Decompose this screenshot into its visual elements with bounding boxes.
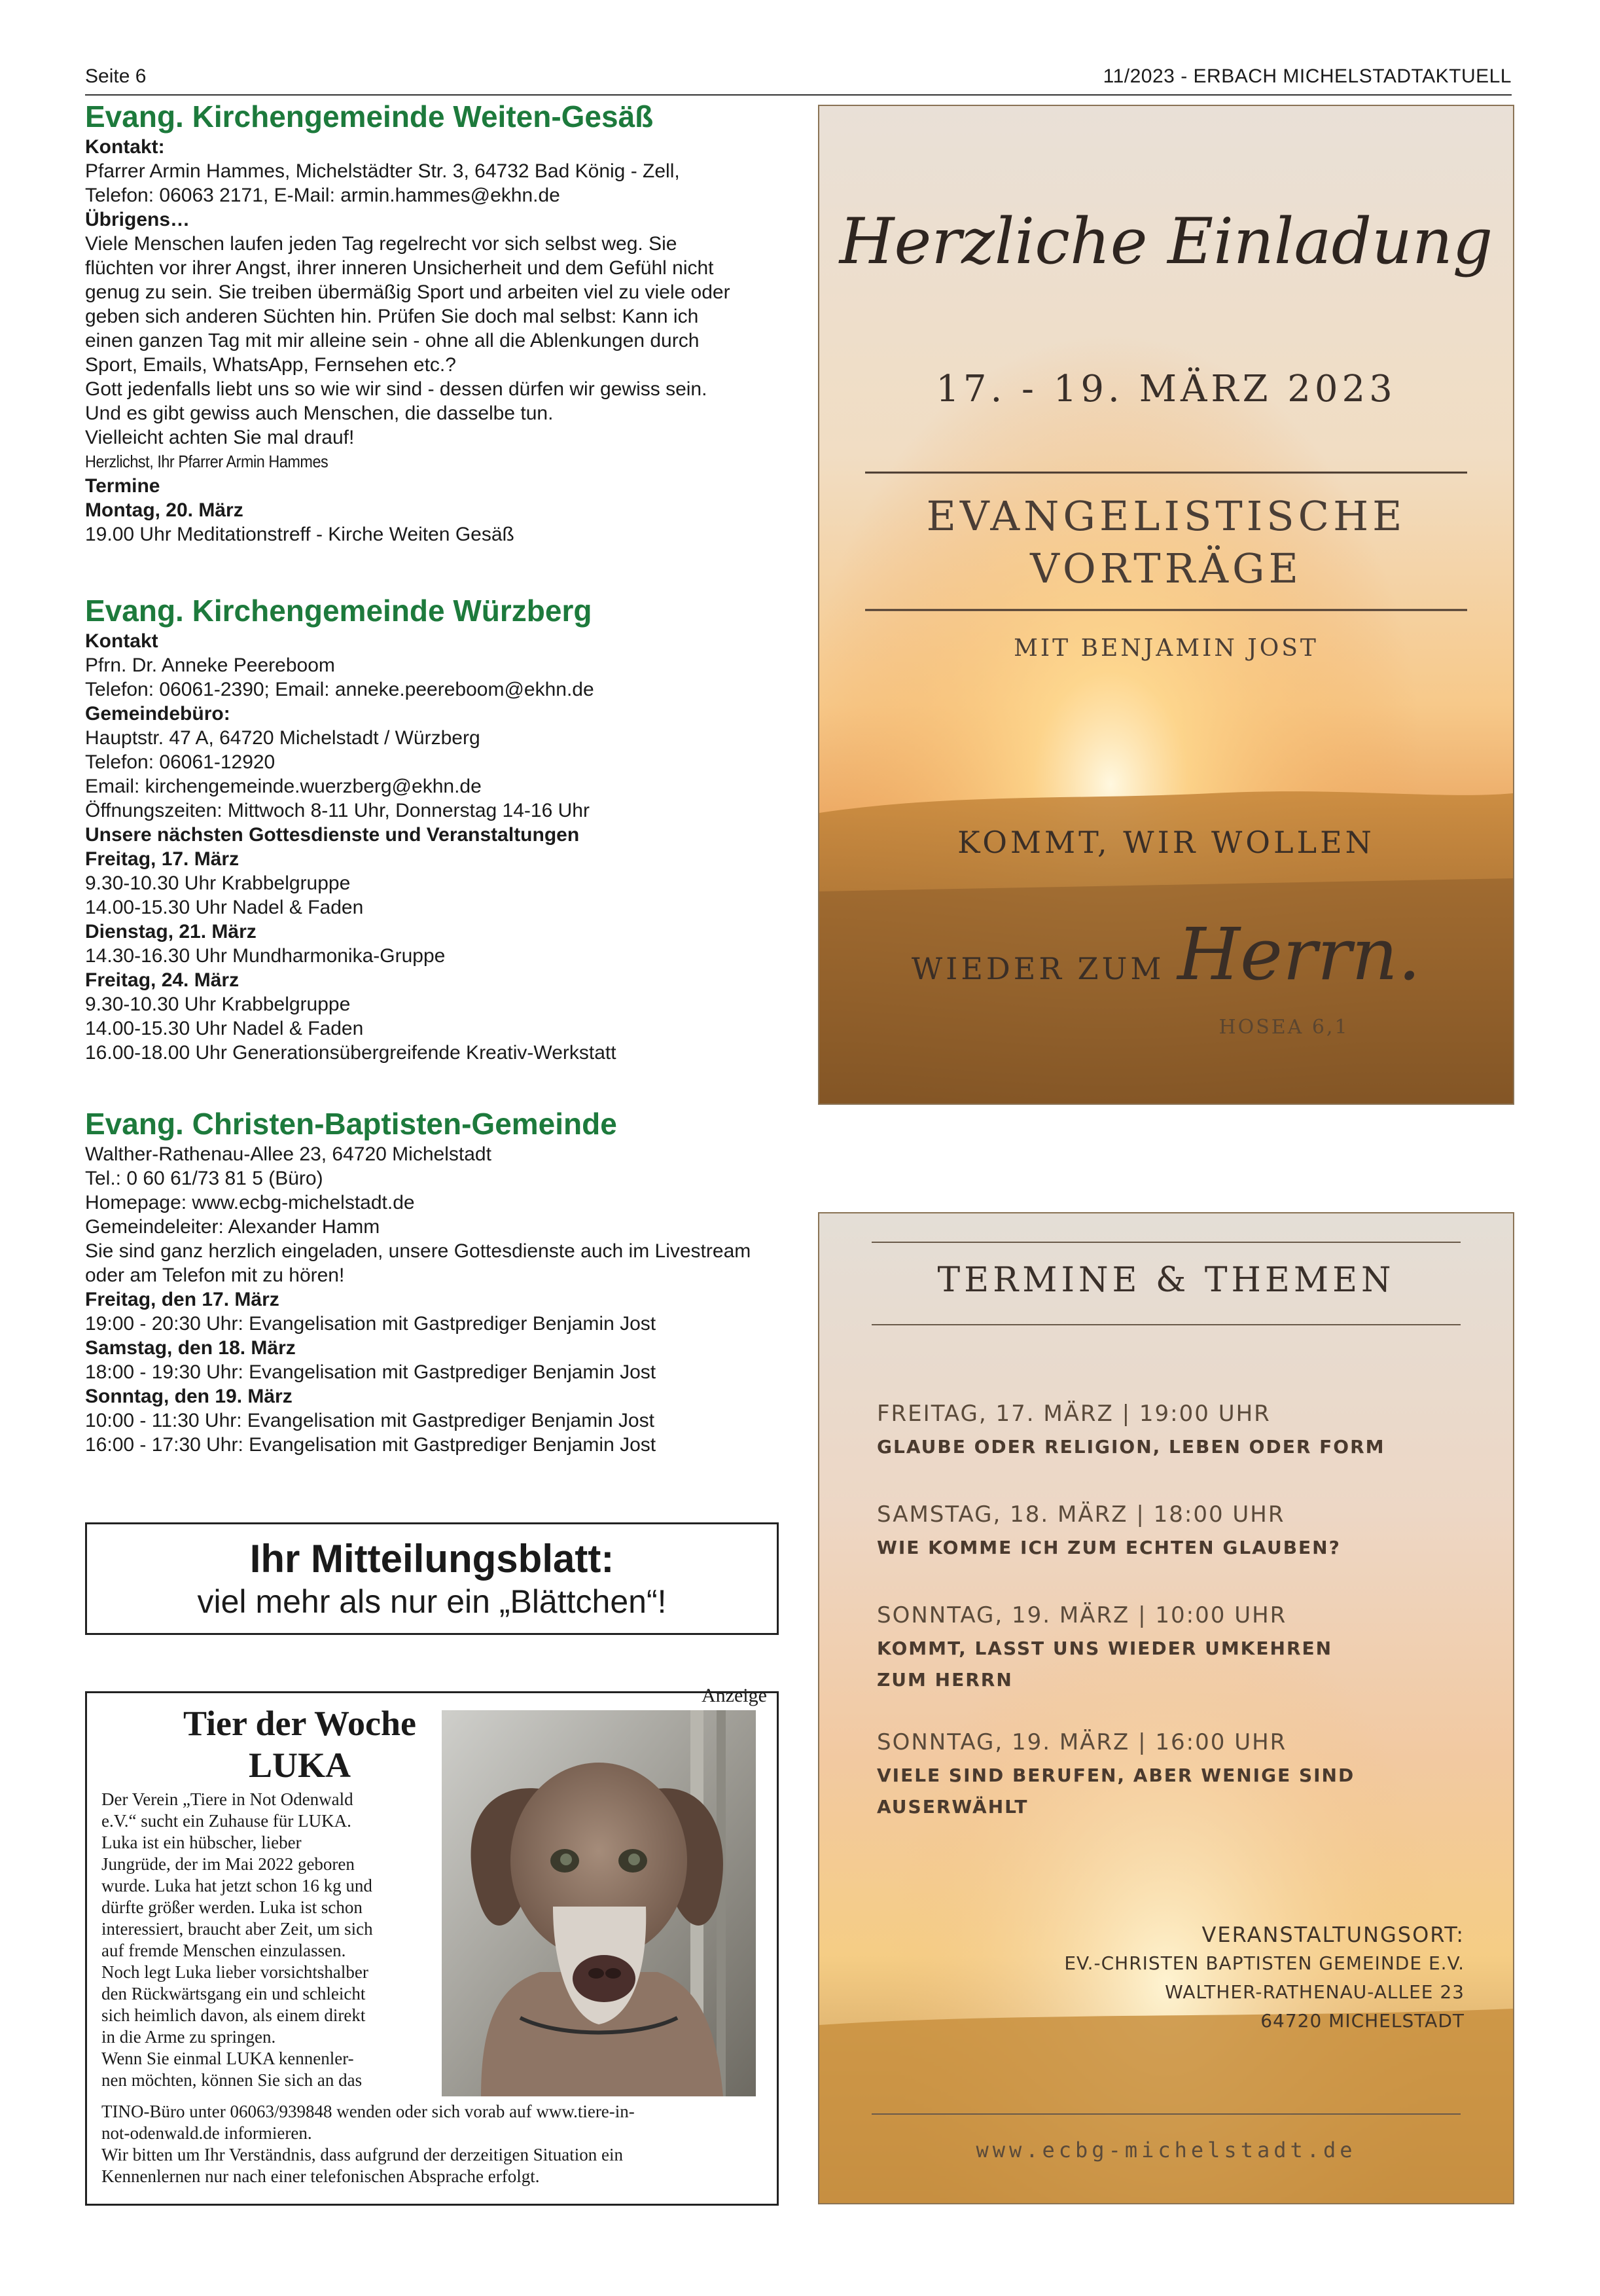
- baptisten-date: Freitag, den 17. März: [85, 1289, 279, 1310]
- weiten-event: 19.00 Uhr Meditationstreff - Kirche Weiten Gesäß: [85, 524, 514, 545]
- wuerzberg-oeffnung: Öffnungszeiten: Mittwoch 8-11 Uhr, Donnerstag 14-16 Uhr: [85, 800, 590, 821]
- baptisten-leiter: Gemeindeleiter: Alexander Hamm: [85, 1216, 380, 1238]
- weiten-text-line: einen ganzen Tag mit mir alleine sein - ohne all die Ablenkungen durch: [85, 330, 700, 351]
- wuerzberg-addr: Hauptstr. 47 A, 64720 Michelstadt / Würzberg: [85, 727, 480, 749]
- tier-tail-line: not-odenwald.de informieren.: [101, 2123, 312, 2143]
- weiten-kontakt-label: Kontakt:: [85, 136, 165, 158]
- weiten-date: Montag, 20. März: [85, 499, 243, 521]
- venue-label: VERANSTALTUNGSORT:: [1201, 1922, 1465, 1947]
- wuerzberg-date: Freitag, 17. März: [85, 848, 240, 870]
- weiten-text-line: Viele Menschen laufen jeden Tag regelrecht vor sich selbst weg. Sie: [85, 233, 677, 255]
- tier-der-woche-box: [85, 1691, 779, 2206]
- event-topic: ZUM HERRN: [877, 1669, 1013, 1691]
- tier-text-line: den Rückwärtsgang ein und schleicht: [101, 1984, 366, 2003]
- poster-title-2: VORTRÄGE: [1030, 545, 1302, 592]
- wuerzberg-event: 9.30-10.30 Uhr Krabbelgruppe: [85, 994, 351, 1015]
- tier-name: LUKA: [248, 1746, 351, 1785]
- wuerzberg-next-label: Unsere nächsten Gottesdienste und Veranstaltungen: [85, 824, 580, 846]
- weiten-text-line: Und es gibt gewiss auch Menschen, die dasselbe tun.: [85, 403, 554, 424]
- event-topic: KOMMT, LASST UNS WIEDER UMKEHREN: [877, 1638, 1333, 1659]
- event-poster: [818, 105, 1514, 1105]
- baptisten-event: 19:00 - 20:30 Uhr: Evangelisation mit Gastprediger Benjamin Jost: [85, 1313, 656, 1335]
- tier-tail-line: Wir bitten um Ihr Verständnis, dass aufgrund der derzeitigen Situation ein: [101, 2145, 623, 2164]
- weiten-title: Evang. Kirchengemeinde Weiten-Gesäß: [85, 99, 654, 134]
- baptisten-addr: Walther-Rathenau-Allee 23, 64720 Michelstadt: [85, 1143, 491, 1165]
- weiten-uebrigens-label: Übrigens…: [85, 209, 190, 230]
- baptisten-event: 18:00 - 19:30 Uhr: Evangelisation mit Gastprediger Benjamin Jost: [85, 1361, 656, 1383]
- tier-tail-line: Kennenlernen nur nach einer telefonischen Absprache erfolgt.: [101, 2166, 540, 2186]
- tier-text-line: in die Arme zu springen.: [101, 2027, 276, 2047]
- baptisten-title: Evang. Christen-Baptisten-Gemeinde: [85, 1107, 617, 1141]
- wuerzberg-date: Dienstag, 21. März: [85, 921, 257, 942]
- baptisten-tel: Tel.: 0 60 61/73 81 5 (Büro): [85, 1168, 323, 1189]
- weiten-text-line: geben sich anderen Süchten hin. Prüfen Sie doch mal selbst: Kann ich: [85, 306, 699, 327]
- poster-slogan-2-text: WIEDER ZUM: [911, 951, 1165, 986]
- tier-text: [101, 1789, 520, 2091]
- baptisten-web: Homepage: www.ecbg-michelstadt.de: [85, 1192, 415, 1213]
- anzeige-label: Anzeige: [702, 1685, 767, 1706]
- weiten-text-line: Gott jedenfalls liebt uns so wie wir sind - dessen dürfen wir gewiss sein.: [85, 378, 707, 400]
- venue-line: WALTHER-RATHENAU-ALLEE 23: [1165, 1981, 1465, 2003]
- venue-line: 64720 MICHELSTADT: [1260, 2010, 1465, 2032]
- event-topic: VIELE SIND BERUFEN, ABER WENIGE SIND: [877, 1765, 1355, 1786]
- poster-dates: 17. - 19. MÄRZ 2023: [936, 368, 1396, 410]
- mitteilungsblatt-title: Ihr Mitteilungsblatt:: [249, 1537, 614, 1581]
- venue-block: [1064, 1920, 1465, 2036]
- wuerzberg-email: Email: kirchengemeinde.wuerzberg@ekhn.de: [85, 776, 482, 797]
- tier-text-line: nen möchten, können Sie sich an das: [101, 2070, 363, 2090]
- left-column: [85, 98, 779, 1457]
- event-date: FREITAG, 17. MÄRZ | 19:00 UHR: [877, 1401, 1271, 1427]
- event-topic: AUSERWÄHLT: [877, 1796, 1029, 1818]
- baptisten-date: Sonntag, den 19. März: [85, 1386, 293, 1407]
- tier-text-line: Luka ist ein hübscher, lieber: [101, 1833, 302, 1852]
- mitteilungsblatt-box: [85, 1522, 779, 1635]
- weiten-text-line: flüchten vor ihrer Angst, ihrer inneren Unsicherheit und dem Gefühl nicht: [85, 257, 714, 279]
- weiten-text-line: genug zu sein. Sie treiben übermäßig Sport und arbeiten viel zu viele oder: [85, 281, 730, 303]
- baptisten-event: 10:00 - 11:30 Uhr: Evangelisation mit Gastprediger Benjamin Jost: [85, 1410, 654, 1431]
- wuerzberg-tel: Telefon: 06061-2390; Email: anneke.peereboom@ekhn.de: [85, 679, 594, 700]
- weiten-kontakt-line: Pfarrer Armin Hammes, Michelstädter Str. 3, 64732 Bad König - Zell,: [85, 160, 680, 182]
- poster-website: www.ecbg-michelstadt.de: [976, 2138, 1357, 2162]
- poster-slogan-2: [819, 912, 1513, 996]
- tier-text-line: Der Verein „Tiere in Not Odenwald: [101, 1789, 353, 1809]
- tier-text-line: Jungrüde, der im Mai 2022 geboren: [101, 1854, 355, 1874]
- poster-speaker: MIT BENJAMIN JOST: [1014, 635, 1319, 662]
- poster-script-title: Herzliche Einladung: [839, 205, 1493, 278]
- weiten-signature: Herzlichst, Ihr Pfarrer Armin Hammes: [85, 452, 329, 471]
- baptisten-date: Samstag, den 18. März: [85, 1337, 296, 1359]
- tier-title: [100, 1702, 499, 1786]
- tier-text-line: e.V.“ sucht ein Zuhause für LUKA.: [101, 1811, 351, 1831]
- poster-slogan-1: KOMMT, WIR WOLLEN: [957, 825, 1375, 860]
- tier-text-line: auf fremde Menschen einzulassen.: [101, 1941, 346, 1960]
- event-date: SONNTAG, 19. MÄRZ | 16:00 UHR: [877, 1729, 1287, 1755]
- tier-text-line: dürfte größer werden. Luka ist schon: [101, 1897, 363, 1917]
- tier-text-line: wurde. Luka hat jetzt schon 16 kg und: [101, 1876, 372, 1895]
- wuerzberg-buero-label: Gemeindebüro:: [85, 703, 230, 725]
- tier-text-tail: [101, 2101, 762, 2187]
- weiten-kontakt-line: Telefon: 06063 2171, E-Mail: armin.hammes@ekhn.de: [85, 185, 560, 206]
- wuerzberg-date: Freitag, 24. März: [85, 969, 240, 991]
- tier-text-line: Wenn Sie einmal LUKA kennenler-: [101, 2049, 354, 2068]
- weiten-termine-label: Termine: [85, 475, 160, 497]
- issue-label: 11/2023 - ERBACH MICHELSTADTAKTUELL: [1103, 65, 1512, 87]
- baptisten-event: 16:00 - 17:30 Uhr: Evangelisation mit Gastprediger Benjamin Jost: [85, 1434, 656, 1456]
- event-topic: GLAUBE ODER RELIGION, LEBEN ODER FORM: [877, 1436, 1385, 1458]
- baptisten-invite: oder am Telefon mit zu hören!: [85, 1265, 345, 1286]
- termine-title: TERMINE & THEMEN: [937, 1261, 1395, 1300]
- poster-script-word: Herrn.: [1177, 912, 1421, 996]
- page-header: [85, 63, 1512, 96]
- tier-text-line: Noch legt Luka lieber vorsichtshalber: [101, 1962, 368, 1982]
- wuerzberg-event: 14.00-15.30 Uhr Nadel & Faden: [85, 897, 364, 918]
- weiten-text-line: Sport, Emails, WhatsApp, Fernsehen etc.?: [85, 354, 456, 376]
- wuerzberg-event: 14.30-16.30 Uhr Mundharmonika-Gruppe: [85, 945, 446, 967]
- event-date: SONNTAG, 19. MÄRZ | 10:00 UHR: [877, 1602, 1287, 1628]
- tier-tail-line: TINO-Büro unter 06063/939848 wenden oder sich vorab auf www.tiere-in-: [101, 2102, 635, 2121]
- venue-line: EV.-CHRISTEN BAPTISTEN GEMEINDE E.V.: [1064, 1952, 1465, 1974]
- tier-text-line: sich heimlich davon, als einem direkt: [101, 2005, 366, 2025]
- wuerzberg-tel2: Telefon: 06061-12920: [85, 751, 276, 773]
- baptisten-invite: Sie sind ganz herzlich eingeladen, unsere Gottesdienste auch im Livestream: [85, 1240, 751, 1262]
- weiten-text-line: Vielleicht achten Sie mal drauf!: [85, 427, 355, 448]
- event-date: SAMSTAG, 18. MÄRZ | 18:00 UHR: [877, 1501, 1285, 1528]
- poster-verse: HOSEA 6,1: [1218, 1016, 1349, 1039]
- wuerzberg-event: 9.30-10.30 Uhr Krabbelgruppe: [85, 872, 351, 894]
- wuerzberg-event: 16.00-18.00 Uhr Generationsübergreifende Kreativ-Werkstatt: [85, 1042, 616, 1064]
- tier-title-line: Tier der Woche: [183, 1704, 416, 1743]
- wuerzberg-event: 14.00-15.30 Uhr Nadel & Faden: [85, 1018, 364, 1039]
- termine-poster: [818, 1212, 1514, 2204]
- tier-text-line: interessiert, braucht aber Zeit, um sich: [101, 1919, 373, 1939]
- wuerzberg-pfarr: Pfrn. Dr. Anneke Peereboom: [85, 655, 335, 676]
- event-topic: WIE KOMME ICH ZUM ECHTEN GLAUBEN?: [877, 1537, 1341, 1558]
- wuerzberg-kontakt-label: Kontakt: [85, 630, 158, 652]
- wuerzberg-title: Evang. Kirchengemeinde Würzberg: [85, 594, 592, 628]
- mitteilungsblatt-subtitle: viel mehr als nur ein „Blättchen“!: [197, 1583, 667, 1620]
- page-number: Seite 6: [85, 65, 147, 87]
- poster-title-1: EVANGELISTISCHE: [926, 492, 1406, 540]
